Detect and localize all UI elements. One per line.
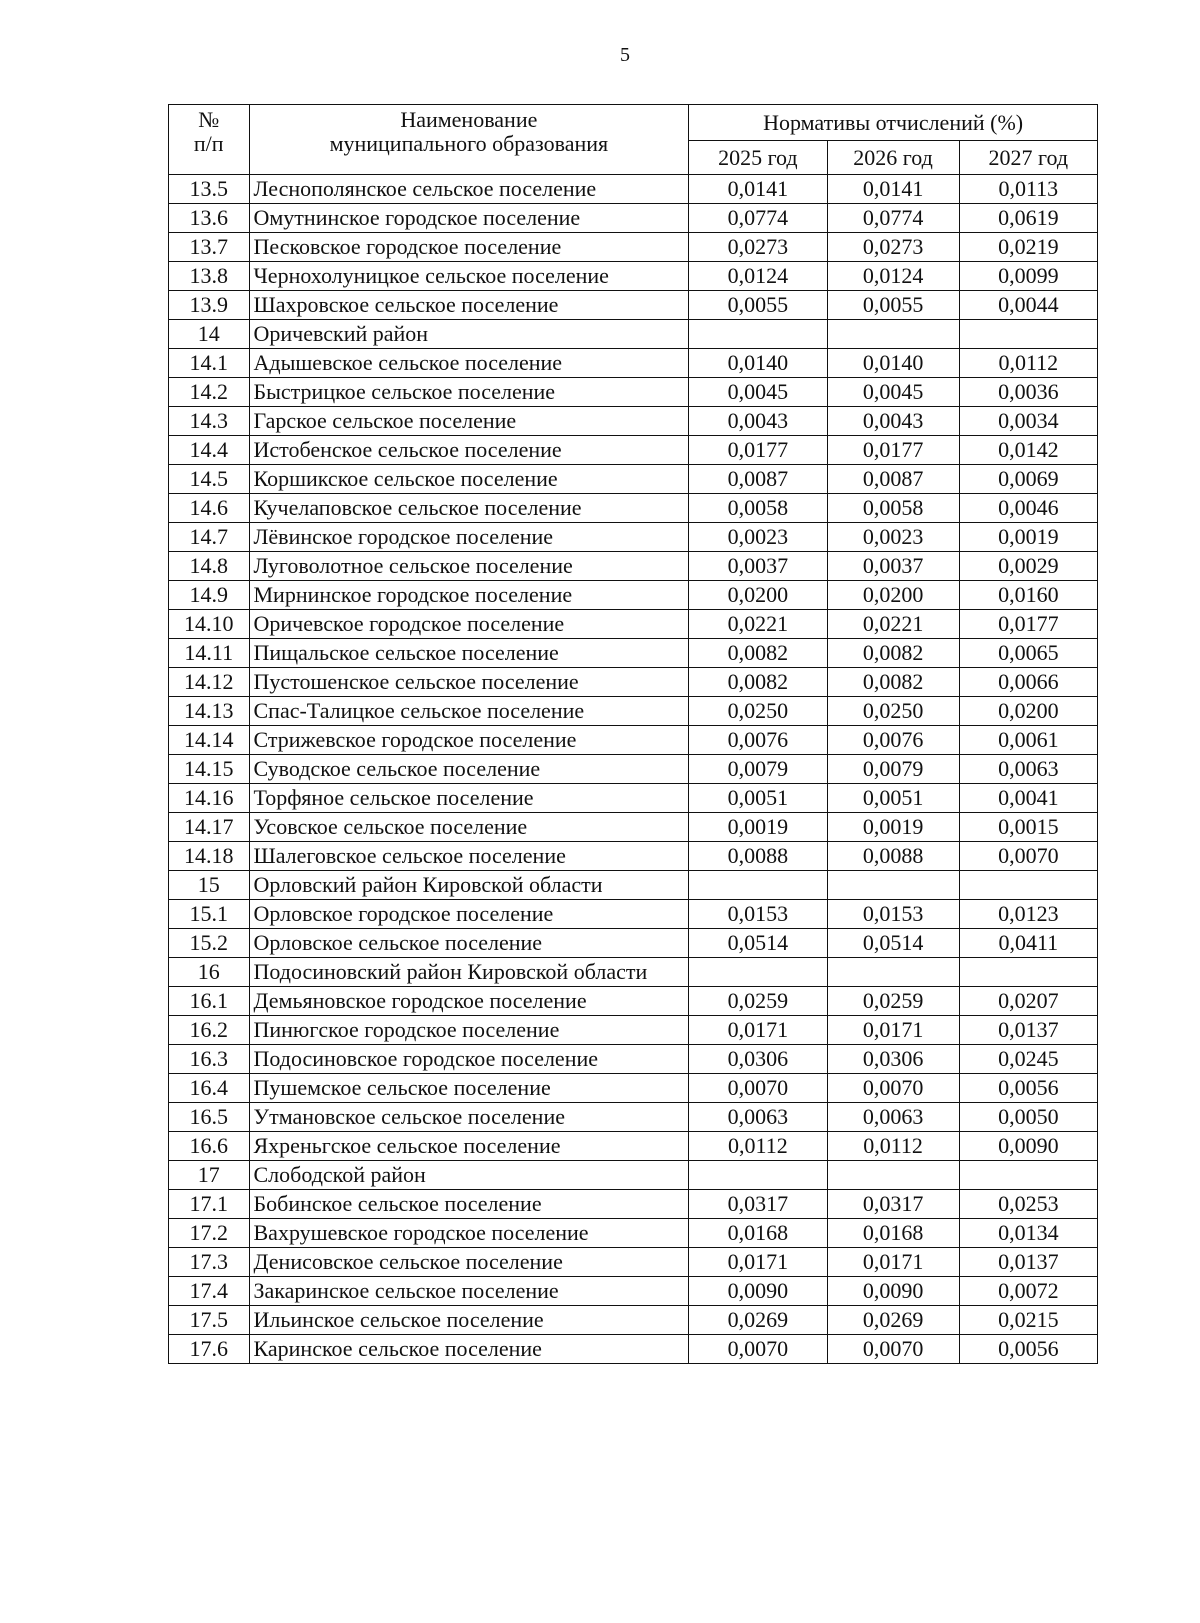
value-2027: 0,0219 (959, 233, 1097, 262)
value-2026: 0,0079 (827, 755, 959, 784)
municipality-name: Закаринское сельское поселение (249, 1277, 689, 1306)
value-2027: 0,0050 (959, 1103, 1097, 1132)
value-2026: 0,0076 (827, 726, 959, 755)
value-2025 (689, 320, 827, 349)
table-row (169, 668, 1098, 697)
row-number: 14.2 (169, 378, 250, 407)
value-2027: 0,0207 (959, 987, 1097, 1016)
value-2027: 0,0034 (959, 407, 1097, 436)
table-row (169, 842, 1098, 871)
value-2026: 0,0514 (827, 929, 959, 958)
value-2026: 0,0168 (827, 1219, 959, 1248)
value-2027: 0,0036 (959, 378, 1097, 407)
table-row (169, 1161, 1098, 1190)
row-number: 14.10 (169, 610, 250, 639)
table-row (169, 726, 1098, 755)
row-number: 16.2 (169, 1016, 250, 1045)
value-2025: 0,0079 (689, 755, 827, 784)
value-2026: 0,0087 (827, 465, 959, 494)
table-row (169, 1045, 1098, 1074)
municipality-name: Суводское сельское поселение (249, 755, 689, 784)
value-2025: 0,0171 (689, 1016, 827, 1045)
municipality-name: Усовское сельское поселение (249, 813, 689, 842)
value-2026: 0,0112 (827, 1132, 959, 1161)
value-2027: 0,0044 (959, 291, 1097, 320)
table-row (169, 494, 1098, 523)
value-2025: 0,0088 (689, 842, 827, 871)
value-2026: 0,0200 (827, 581, 959, 610)
municipality-name: Слободской район (249, 1161, 689, 1190)
value-2027: 0,0056 (959, 1335, 1097, 1364)
row-number: 13.7 (169, 233, 250, 262)
value-2027 (959, 320, 1097, 349)
value-2027: 0,0112 (959, 349, 1097, 378)
value-2025 (689, 958, 827, 987)
municipality-name: Подосиновское городское поселение (249, 1045, 689, 1074)
municipality-name: Песковское городское поселение (249, 233, 689, 262)
municipality-name: Орловский район Кировской области (249, 871, 689, 900)
value-2025: 0,0082 (689, 668, 827, 697)
municipality-name: Торфяное сельское поселение (249, 784, 689, 813)
row-number: 16 (169, 958, 250, 987)
row-number: 13.9 (169, 291, 250, 320)
value-2025: 0,0140 (689, 349, 827, 378)
value-2026: 0,0058 (827, 494, 959, 523)
table-row (169, 1219, 1098, 1248)
value-2027: 0,0113 (959, 175, 1097, 204)
value-2026: 0,0023 (827, 523, 959, 552)
value-2027 (959, 871, 1097, 900)
value-2026: 0,0070 (827, 1074, 959, 1103)
value-2027: 0,0619 (959, 204, 1097, 233)
row-number: 17.4 (169, 1277, 250, 1306)
row-number: 16.3 (169, 1045, 250, 1074)
municipality-name: Адышевское сельское поселение (249, 349, 689, 378)
table-row (169, 349, 1098, 378)
value-2025: 0,0055 (689, 291, 827, 320)
value-2027: 0,0063 (959, 755, 1097, 784)
value-2025: 0,0514 (689, 929, 827, 958)
value-2025: 0,0076 (689, 726, 827, 755)
municipality-name: Пустошенское сельское поселение (249, 668, 689, 697)
value-2025: 0,0082 (689, 639, 827, 668)
row-number: 17 (169, 1161, 250, 1190)
municipality-name: Вахрушевское городское поселение (249, 1219, 689, 1248)
value-2025: 0,0171 (689, 1248, 827, 1277)
value-2027: 0,0123 (959, 900, 1097, 929)
value-2027: 0,0099 (959, 262, 1097, 291)
value-2027: 0,0215 (959, 1306, 1097, 1335)
table-row (169, 1016, 1098, 1045)
table-row (169, 320, 1098, 349)
value-2027: 0,0065 (959, 639, 1097, 668)
value-2025: 0,0043 (689, 407, 827, 436)
municipality-name: Омутнинское городское поселение (249, 204, 689, 233)
value-2026 (827, 1161, 959, 1190)
value-2026: 0,0051 (827, 784, 959, 813)
value-2026: 0,0063 (827, 1103, 959, 1132)
value-2026: 0,0774 (827, 204, 959, 233)
value-2026: 0,0306 (827, 1045, 959, 1074)
table-row (169, 233, 1098, 262)
municipality-name: Денисовское сельское поселение (249, 1248, 689, 1277)
name-label-line2: муниципального образования (329, 131, 609, 156)
row-number: 13.8 (169, 262, 250, 291)
table-row (169, 697, 1098, 726)
municipality-name: Гарское сельское поселение (249, 407, 689, 436)
row-number: 17.5 (169, 1306, 250, 1335)
page-number: 5 (620, 44, 630, 66)
value-2025: 0,0124 (689, 262, 827, 291)
table-row (169, 1335, 1098, 1364)
value-2027: 0,0411 (959, 929, 1097, 958)
row-number: 14.7 (169, 523, 250, 552)
municipality-name: Стрижевское городское поселение (249, 726, 689, 755)
value-2025: 0,0087 (689, 465, 827, 494)
value-2025: 0,0168 (689, 1219, 827, 1248)
value-2025: 0,0023 (689, 523, 827, 552)
value-2025: 0,0070 (689, 1335, 827, 1364)
value-2027: 0,0142 (959, 436, 1097, 465)
value-2026: 0,0082 (827, 668, 959, 697)
table-row (169, 262, 1098, 291)
value-2027: 0,0160 (959, 581, 1097, 610)
value-2026 (827, 958, 959, 987)
row-number: 13.5 (169, 175, 250, 204)
value-2026: 0,0250 (827, 697, 959, 726)
value-2025: 0,0070 (689, 1074, 827, 1103)
row-number: 17.1 (169, 1190, 250, 1219)
municipality-name: Бобинское сельское поселение (249, 1190, 689, 1219)
value-2025: 0,0259 (689, 987, 827, 1016)
row-number: 14.8 (169, 552, 250, 581)
municipality-name: Яхреньгское сельское поселение (249, 1132, 689, 1161)
value-2026: 0,0177 (827, 436, 959, 465)
value-2026: 0,0171 (827, 1248, 959, 1277)
table-row (169, 378, 1098, 407)
value-2026: 0,0088 (827, 842, 959, 871)
municipality-name: Оричевский район (249, 320, 689, 349)
value-2025: 0,0273 (689, 233, 827, 262)
table-row (169, 407, 1098, 436)
row-number: 14.17 (169, 813, 250, 842)
value-2025: 0,0269 (689, 1306, 827, 1335)
row-number: 15 (169, 871, 250, 900)
row-number: 14.4 (169, 436, 250, 465)
table-row (169, 1248, 1098, 1277)
municipality-name: Пушемское сельское поселение (249, 1074, 689, 1103)
name-label-line1: Наименование (400, 107, 538, 132)
value-2026: 0,0082 (827, 639, 959, 668)
value-2026 (827, 871, 959, 900)
row-number: 14.13 (169, 697, 250, 726)
row-number: 14.16 (169, 784, 250, 813)
municipality-name: Оричевское городское поселение (249, 610, 689, 639)
row-number: 15.2 (169, 929, 250, 958)
table-row (169, 175, 1098, 204)
value-2026: 0,0090 (827, 1277, 959, 1306)
table-row (169, 465, 1098, 494)
value-2027: 0,0090 (959, 1132, 1097, 1161)
row-number: 14.14 (169, 726, 250, 755)
value-2027: 0,0134 (959, 1219, 1097, 1248)
value-2026: 0,0055 (827, 291, 959, 320)
table-row (169, 552, 1098, 581)
year-2027-header: 2027 год (959, 141, 1097, 175)
value-2026: 0,0221 (827, 610, 959, 639)
row-number: 14.11 (169, 639, 250, 668)
row-number: 17.2 (169, 1219, 250, 1248)
year-2025-header: 2025 год (689, 141, 827, 175)
value-2027: 0,0029 (959, 552, 1097, 581)
value-2026: 0,0070 (827, 1335, 959, 1364)
municipality-name: Каринское сельское поселение (249, 1335, 689, 1364)
value-2026: 0,0273 (827, 233, 959, 262)
value-2025: 0,0051 (689, 784, 827, 813)
value-2027: 0,0019 (959, 523, 1097, 552)
value-2027: 0,0041 (959, 784, 1097, 813)
row-number: 17.6 (169, 1335, 250, 1364)
value-2027: 0,0056 (959, 1074, 1097, 1103)
value-2026: 0,0269 (827, 1306, 959, 1335)
row-number: 14.12 (169, 668, 250, 697)
table-row (169, 204, 1098, 233)
municipality-name: Демьяновское городское поселение (249, 987, 689, 1016)
municipality-name: Быстрицкое сельское поселение (249, 378, 689, 407)
municipality-name: Ильинское сельское поселение (249, 1306, 689, 1335)
value-2025: 0,0112 (689, 1132, 827, 1161)
table-row (169, 1277, 1098, 1306)
table-row (169, 1074, 1098, 1103)
row-number: 14.9 (169, 581, 250, 610)
value-2025: 0,0037 (689, 552, 827, 581)
municipality-name: Подосиновский район Кировской области (249, 958, 689, 987)
value-2025 (689, 871, 827, 900)
value-2027: 0,0069 (959, 465, 1097, 494)
value-2027 (959, 1161, 1097, 1190)
table-body (169, 175, 1098, 1364)
table-row (169, 1306, 1098, 1335)
row-number: 15.1 (169, 900, 250, 929)
table-row (169, 871, 1098, 900)
table-header (169, 105, 1098, 175)
value-2025: 0,0200 (689, 581, 827, 610)
value-2027: 0,0253 (959, 1190, 1097, 1219)
value-2026: 0,0259 (827, 987, 959, 1016)
municipality-name: Коршикское сельское поселение (249, 465, 689, 494)
municipality-name: Утмановское сельское поселение (249, 1103, 689, 1132)
municipality-name: Спас-Талицкое сельское поселение (249, 697, 689, 726)
value-2026: 0,0019 (827, 813, 959, 842)
value-2025: 0,0306 (689, 1045, 827, 1074)
municipality-name: Шалеговское сельское поселение (249, 842, 689, 871)
municipality-name: Леснополянское сельское поселение (249, 175, 689, 204)
row-number: 14.5 (169, 465, 250, 494)
row-number: 14 (169, 320, 250, 349)
value-2027 (959, 958, 1097, 987)
table-row (169, 1190, 1098, 1219)
table-row (169, 784, 1098, 813)
table-row (169, 900, 1098, 929)
value-2025: 0,0177 (689, 436, 827, 465)
value-2026: 0,0043 (827, 407, 959, 436)
municipality-name: Лёвинское городское поселение (249, 523, 689, 552)
table-row (169, 610, 1098, 639)
value-2027: 0,0070 (959, 842, 1097, 871)
value-2026 (827, 320, 959, 349)
municipality-name: Кучелаповское сельское поселение (249, 494, 689, 523)
table-row (169, 639, 1098, 668)
number-label-line2: п/п (193, 131, 224, 156)
value-2026: 0,0140 (827, 349, 959, 378)
value-2027: 0,0046 (959, 494, 1097, 523)
value-2027: 0,0177 (959, 610, 1097, 639)
value-2027: 0,0245 (959, 1045, 1097, 1074)
municipality-name: Пищальское сельское поселение (249, 639, 689, 668)
year-2026-header: 2026 год (827, 141, 959, 175)
value-2027: 0,0072 (959, 1277, 1097, 1306)
value-2025: 0,0063 (689, 1103, 827, 1132)
value-2026: 0,0171 (827, 1016, 959, 1045)
table-row (169, 958, 1098, 987)
value-2025: 0,0058 (689, 494, 827, 523)
table-row (169, 581, 1098, 610)
number-column-header (169, 105, 250, 175)
value-2025: 0,0317 (689, 1190, 827, 1219)
table-row (169, 436, 1098, 465)
table-row (169, 929, 1098, 958)
municipality-name: Чернохолуницкое сельское поселение (249, 262, 689, 291)
table-row (169, 755, 1098, 784)
name-column-header (249, 105, 689, 175)
row-number: 16.4 (169, 1074, 250, 1103)
row-number: 16.6 (169, 1132, 250, 1161)
value-2027: 0,0066 (959, 668, 1097, 697)
value-2025: 0,0250 (689, 697, 827, 726)
municipality-name: Орловское городское поселение (249, 900, 689, 929)
value-2025: 0,0153 (689, 900, 827, 929)
number-label-line1: № (198, 107, 220, 132)
row-number: 13.6 (169, 204, 250, 233)
municipality-name: Пинюгское городское поселение (249, 1016, 689, 1045)
row-number: 14.3 (169, 407, 250, 436)
value-2027: 0,0015 (959, 813, 1097, 842)
table-row (169, 1132, 1098, 1161)
table-row (169, 523, 1098, 552)
norms-table (168, 104, 1098, 1364)
table-row (169, 987, 1098, 1016)
municipality-name: Шахровское сельское поселение (249, 291, 689, 320)
norms-column-header: Нормативы отчислений (%) (689, 105, 1098, 141)
row-number: 14.15 (169, 755, 250, 784)
row-number: 14.18 (169, 842, 250, 871)
value-2025: 0,0045 (689, 378, 827, 407)
value-2027: 0,0137 (959, 1248, 1097, 1277)
row-number: 17.3 (169, 1248, 250, 1277)
value-2026: 0,0153 (827, 900, 959, 929)
value-2026: 0,0124 (827, 262, 959, 291)
municipality-name: Истобенское сельское поселение (249, 436, 689, 465)
table-row (169, 1103, 1098, 1132)
value-2025: 0,0774 (689, 204, 827, 233)
table-row (169, 291, 1098, 320)
value-2027: 0,0200 (959, 697, 1097, 726)
municipality-name: Орловское сельское поселение (249, 929, 689, 958)
value-2027: 0,0061 (959, 726, 1097, 755)
row-number: 16.1 (169, 987, 250, 1016)
row-number: 14.6 (169, 494, 250, 523)
value-2025: 0,0141 (689, 175, 827, 204)
value-2025: 0,0221 (689, 610, 827, 639)
row-number: 14.1 (169, 349, 250, 378)
value-2025: 0,0090 (689, 1277, 827, 1306)
municipality-name: Луговолотное сельское поселение (249, 552, 689, 581)
value-2026: 0,0037 (827, 552, 959, 581)
value-2025 (689, 1161, 827, 1190)
value-2027: 0,0137 (959, 1016, 1097, 1045)
table-row (169, 813, 1098, 842)
value-2026: 0,0045 (827, 378, 959, 407)
row-number: 16.5 (169, 1103, 250, 1132)
value-2026: 0,0141 (827, 175, 959, 204)
value-2026: 0,0317 (827, 1190, 959, 1219)
municipality-name: Мирнинское городское поселение (249, 581, 689, 610)
value-2025: 0,0019 (689, 813, 827, 842)
